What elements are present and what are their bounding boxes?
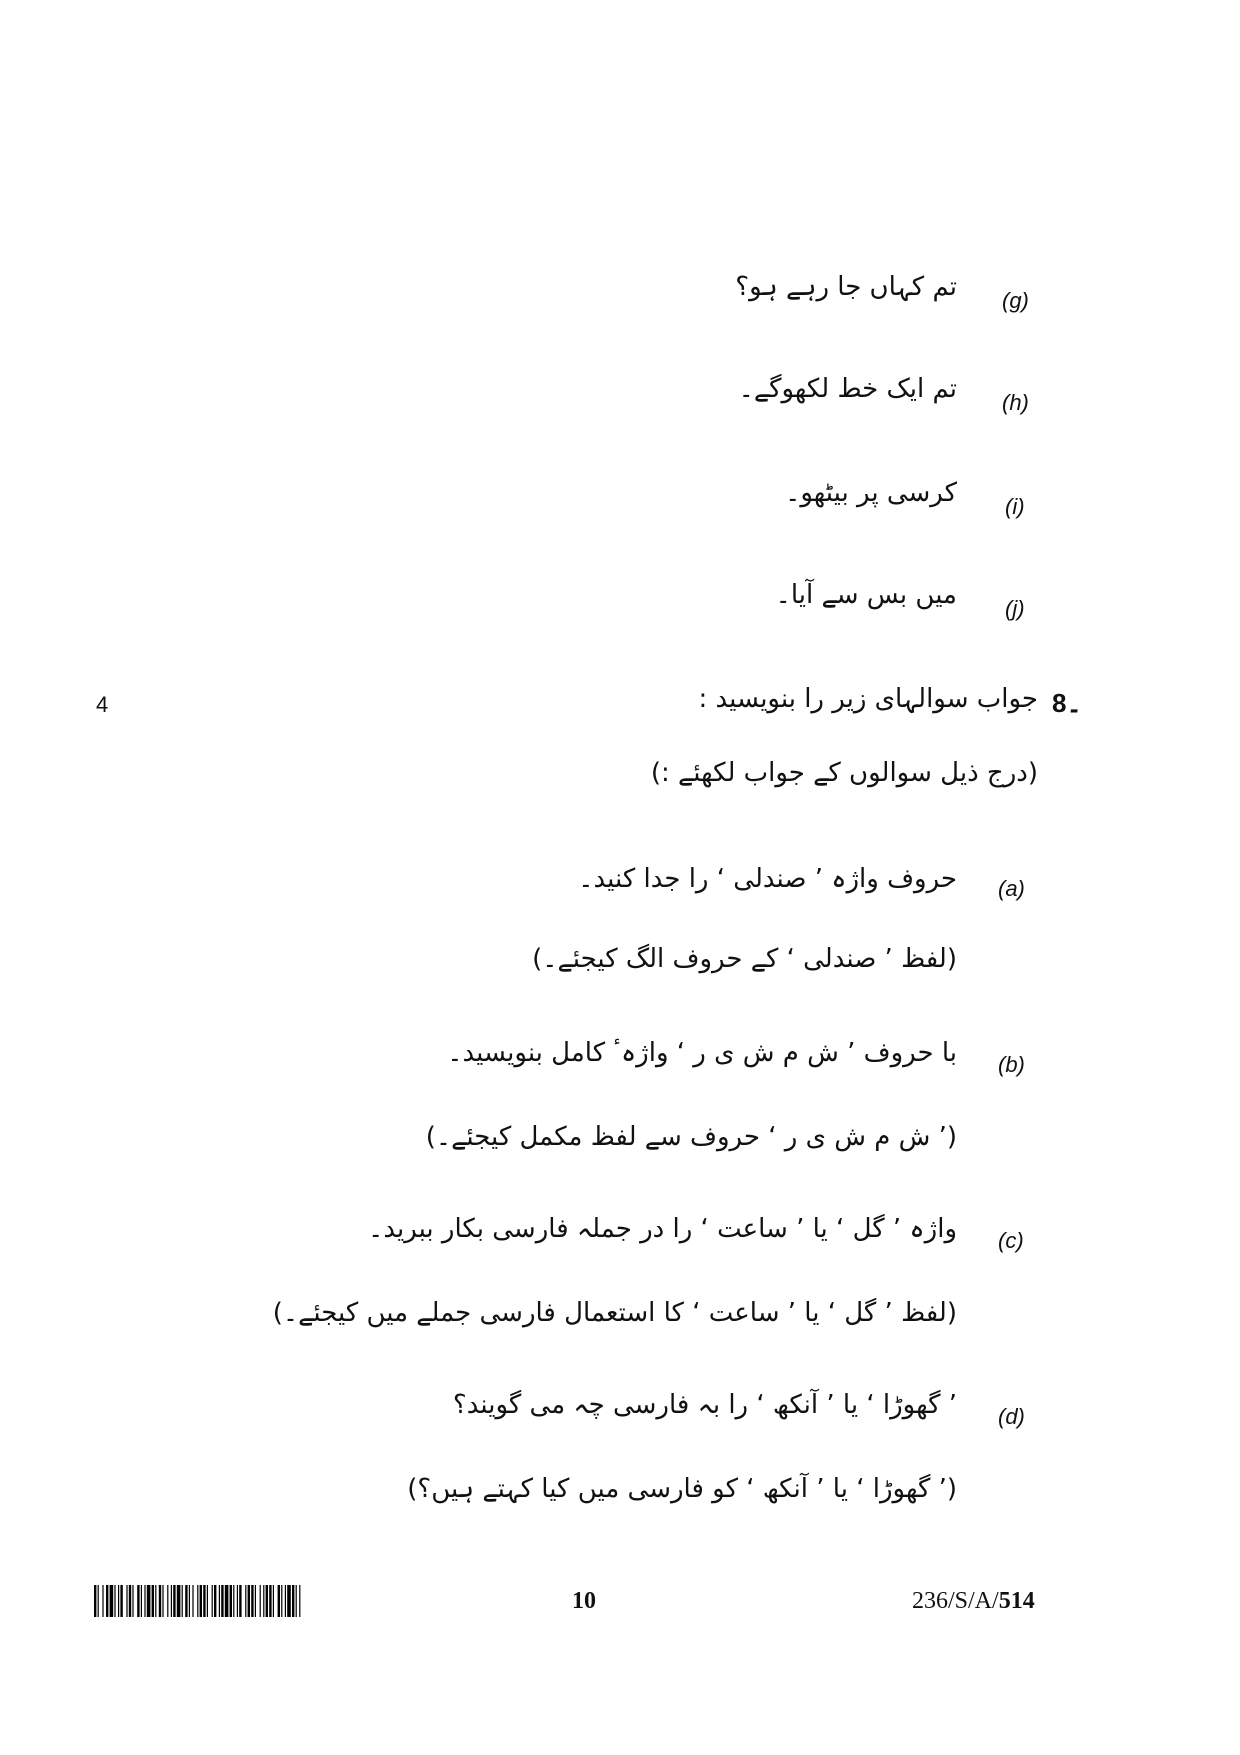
barcode-image <box>94 1585 449 1617</box>
barcode-bar <box>237 1585 238 1617</box>
barcode-bar <box>192 1585 193 1617</box>
item-i-label: (i) <box>1005 494 1025 519</box>
barcode-bar <box>299 1585 300 1617</box>
barcode-bar <box>230 1585 232 1617</box>
page-number: 10 <box>572 1588 596 1614</box>
item-g-label: (g) <box>1002 288 1029 313</box>
part-a-label: (a) <box>998 876 1025 901</box>
paper-code-suffix: 514 <box>998 1588 1035 1614</box>
barcode-bar <box>197 1585 198 1617</box>
barcode-bar <box>269 1585 271 1617</box>
barcode-bar <box>292 1585 294 1617</box>
barcode-bar <box>185 1585 187 1617</box>
barcode-bar <box>255 1585 256 1617</box>
barcode-bar <box>207 1585 208 1617</box>
barcode-bar <box>155 1585 156 1617</box>
item-j-label: (j) <box>1005 596 1025 621</box>
part-b-fa: با حروف ’ ش م ش ی ر ‘ واژہٴ کامل بنویسید۔ <box>447 1038 957 1068</box>
question-8-marks: 4 <box>96 692 109 717</box>
barcode-bar <box>132 1585 133 1617</box>
question-8-number: 8۔ <box>1052 688 1082 718</box>
barcode-bar <box>98 1585 99 1617</box>
part-d-ur: (’ گھوڑا ‘ یا ’ آنکھ ‘ کو فارسی میں کیا کہتے ہیں؟) <box>407 1474 957 1504</box>
barcode-bar <box>159 1585 161 1617</box>
barcode-bar <box>221 1585 223 1617</box>
barcode-bar <box>137 1585 139 1617</box>
barcode-bar <box>219 1585 220 1617</box>
part-b-ur: (’ ش م ش ی ر ‘ حروف سے لفظ مکمل کیجئے۔) <box>425 1122 957 1152</box>
part-d-fa: ’ گھوڑا ‘ یا ’ آنکھ ‘ را بہ فارسی چہ می گویند؟ <box>452 1390 957 1420</box>
barcode-bar <box>177 1585 181 1617</box>
barcode-bar <box>200 1585 202 1617</box>
barcode-bar <box>281 1585 282 1617</box>
barcode-bar <box>141 1585 142 1617</box>
barcode-bar <box>233 1585 234 1617</box>
barcode-bar <box>245 1585 246 1617</box>
barcode-bar <box>94 1585 96 1617</box>
barcode-bar <box>102 1585 103 1617</box>
part-a-ur: (لفظ ’ صندلی ‘ کے حروف الگ کیجئے۔) <box>532 944 957 974</box>
barcode-bar <box>287 1585 291 1617</box>
barcode-bar <box>273 1585 274 1617</box>
part-c-label: (c) <box>998 1228 1024 1253</box>
part-d-label: (d) <box>998 1404 1025 1429</box>
barcode-bar <box>129 1585 131 1617</box>
barcode-bar <box>260 1585 261 1617</box>
barcode-bar <box>144 1585 145 1617</box>
barcode-bar <box>106 1585 108 1617</box>
barcode-bar <box>173 1585 175 1617</box>
part-a-fa: حروف واژہ ’ صندلی ‘ را جدا کنید۔ <box>578 864 957 894</box>
question-8-instruction-fa: جواب سوالہای زیر را بنویسید : <box>698 684 1038 714</box>
barcode-bar <box>118 1585 119 1617</box>
paper-code <box>912 1588 1035 1615</box>
item-h-text: تم ایک خط لکھوگے۔ <box>738 374 957 404</box>
barcode-bar <box>212 1585 213 1617</box>
item-g-text: تم کہاں جا رہے ہو؟ <box>735 272 957 302</box>
part-c-fa: واژہ ’ گل ‘ یا ’ ساعت ‘ را در جملہ فارسی بکار ببرید۔ <box>368 1214 957 1244</box>
item-h-label: (h) <box>1002 390 1029 415</box>
barcode-bar <box>203 1585 205 1617</box>
barcode-bar <box>147 1585 151 1617</box>
barcode-bar <box>266 1585 268 1617</box>
barcode-bar <box>171 1585 172 1617</box>
barcode-bar <box>285 1585 286 1617</box>
item-i-text: کرسی پر بیٹھو۔ <box>785 478 957 508</box>
barcode-bar <box>167 1585 168 1617</box>
barcode-bar <box>225 1585 229 1617</box>
barcode-bar <box>278 1585 280 1617</box>
barcode-bar <box>239 1585 241 1617</box>
part-c-ur: (لفظ ’ گل ‘ یا ’ ساعت ‘ کا استعمال فارسی جملے میں کیجئے۔) <box>272 1298 957 1328</box>
barcode-bar <box>114 1585 115 1617</box>
barcode-bar <box>214 1585 216 1617</box>
question-8-instruction-ur: (درج ذیل سوالوں کے جواب لکھئے :) <box>650 758 1038 788</box>
barcode-bar <box>263 1585 264 1617</box>
barcode-bar <box>189 1585 190 1617</box>
barcode-bar <box>296 1585 297 1617</box>
barcode-bar <box>162 1585 163 1617</box>
barcode-bar <box>248 1585 250 1617</box>
barcode-bar <box>152 1585 154 1617</box>
barcode-bar <box>110 1585 114 1617</box>
part-b-label: (b) <box>998 1052 1025 1077</box>
item-j-text: میں بس سے آیا۔ <box>775 580 957 610</box>
paper-code-prefix: 236/S/A/ <box>912 1588 999 1614</box>
barcode-bar <box>182 1585 183 1617</box>
barcode-bar <box>126 1585 127 1617</box>
barcode-bar <box>251 1585 253 1617</box>
barcode-bar <box>120 1585 122 1617</box>
